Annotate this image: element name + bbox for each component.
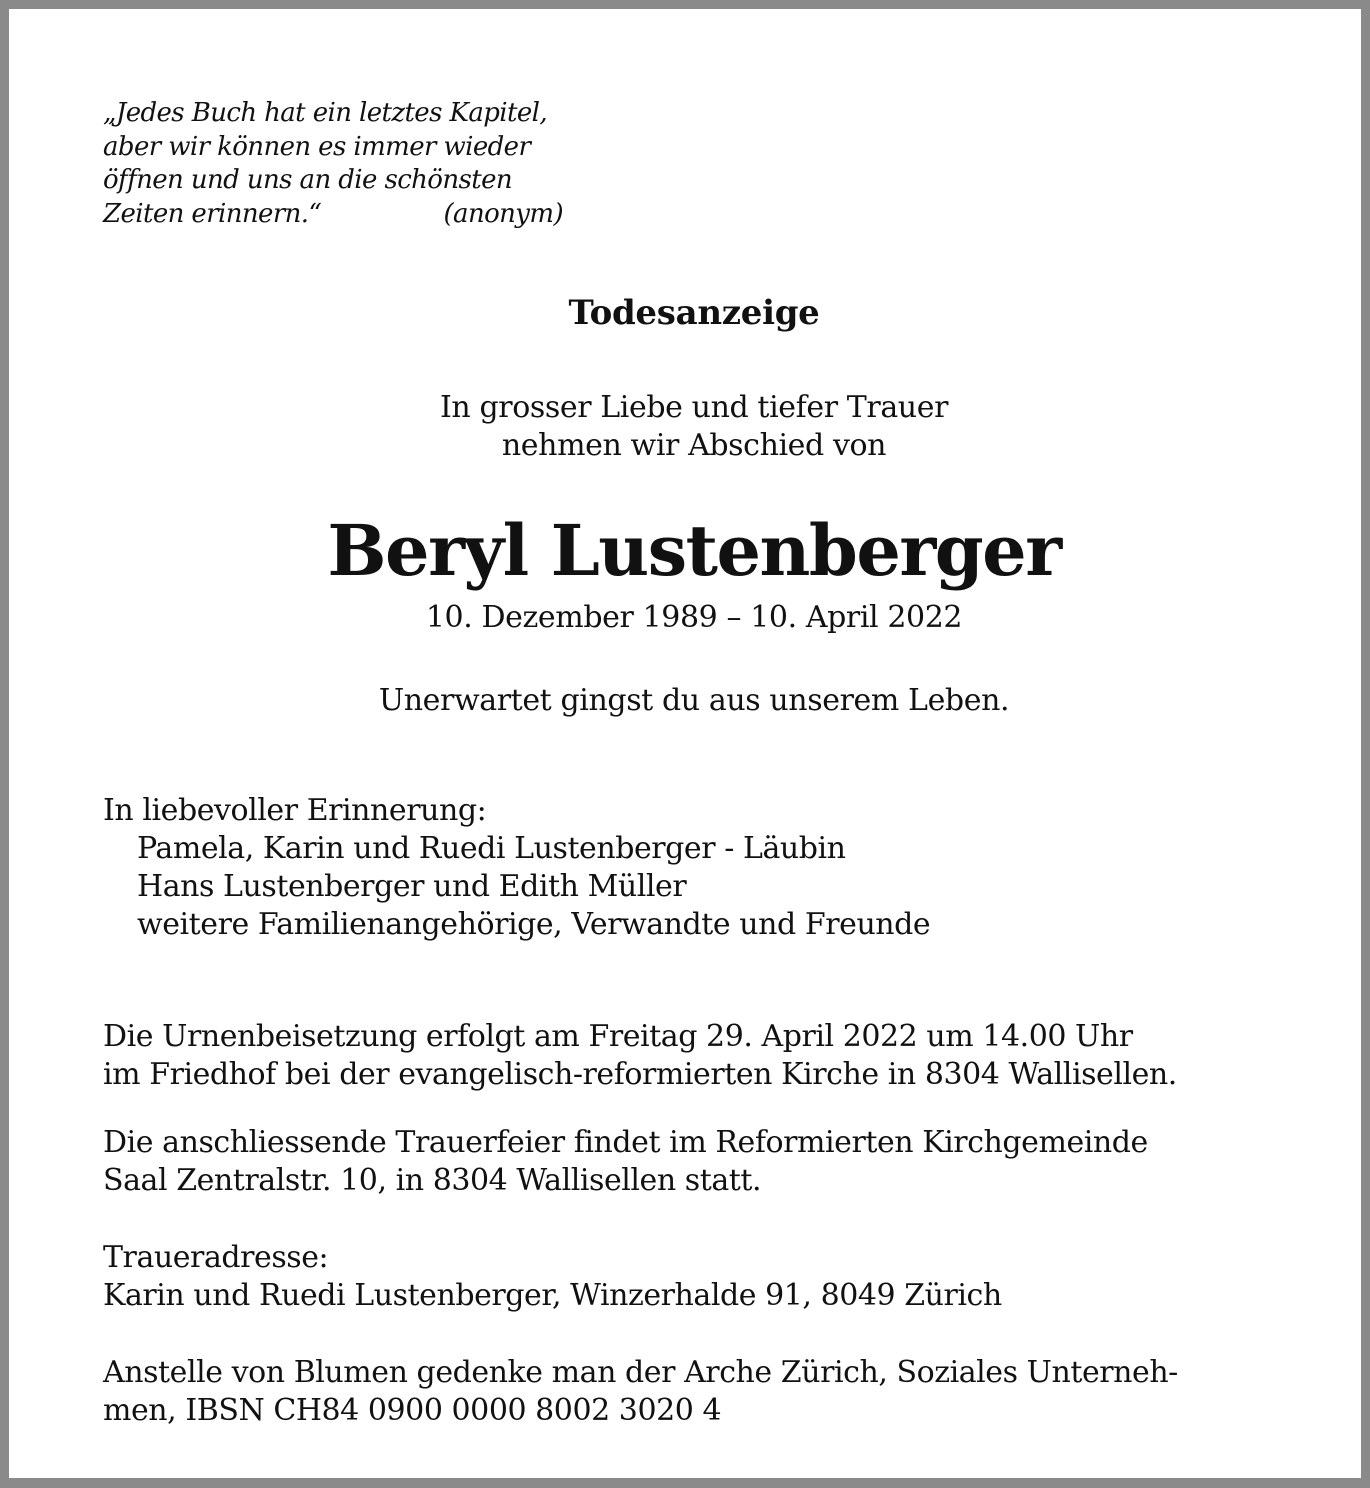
deceased-name: Beryl Lustenberger [327, 509, 1061, 592]
motto-line: „Jedes Buch hat ein letztes Kapitel, [103, 98, 548, 128]
intro-line: In grosser Liebe und tiefer Trauer [439, 390, 949, 425]
life-dates: 10. Dezember 1989 – 10. April 2022 [425, 600, 963, 635]
notice-title: Todesanzeige [568, 293, 820, 333]
address-value: Karin und Ruedi Lustenberger, Winzerhalde 91, 8049 Zürich [103, 1278, 1002, 1313]
memory-section [103, 792, 1333, 944]
service-line: Saal Zentralstr. 10, in 8304 Wallisellen statt. [103, 1163, 762, 1198]
motto-line: Zeiten erinnern.“ [103, 198, 322, 229]
burial-info [103, 1018, 1333, 1094]
farewell-line: Unerwartet gingst du aus unserem Leben. [378, 683, 1010, 718]
mourner-line: weitere Familienangehörige, Verwandte und Freunde [137, 907, 931, 942]
memory-label: In liebevoller Erinnerung: [103, 793, 487, 828]
donation-note [103, 1354, 1333, 1430]
service-info [103, 1124, 1333, 1200]
intro-line: nehmen wir Abschied von [501, 428, 887, 463]
motto-line: aber wir können es immer wieder [103, 131, 531, 162]
donation-line: Anstelle von Blumen gedenke man der Arche Zürich, Soziales Unterneh- [103, 1355, 1178, 1390]
address-label: Traueradresse: [103, 1240, 329, 1275]
mourning-address [103, 1239, 1333, 1315]
mourner-line: Hans Lustenberger und Edith Müller [137, 869, 687, 904]
burial-line: im Friedhof bei der evangelisch-reformierten Kirche in 8304 Wallisellen. [103, 1057, 1177, 1092]
motto-line: öffnen und uns an die schönsten [103, 165, 513, 195]
service-line: Die anschliessende Trauerfeier findet im Reformierten Kirchgemeinde [103, 1125, 1148, 1160]
donation-line: men, IBSN CH84 0900 0000 8002 3020 4 [103, 1393, 722, 1428]
motto-author: (anonym) [443, 198, 563, 229]
mourner-line: Pamela, Karin und Ruedi Lustenberger - Läubin [137, 831, 846, 866]
motto-quote [103, 97, 573, 231]
intro-text [9, 389, 1370, 465]
burial-line: Die Urnenbeisetzung erfolgt am Freitag 29. April 2022 um 14.00 Uhr [103, 1019, 1133, 1054]
